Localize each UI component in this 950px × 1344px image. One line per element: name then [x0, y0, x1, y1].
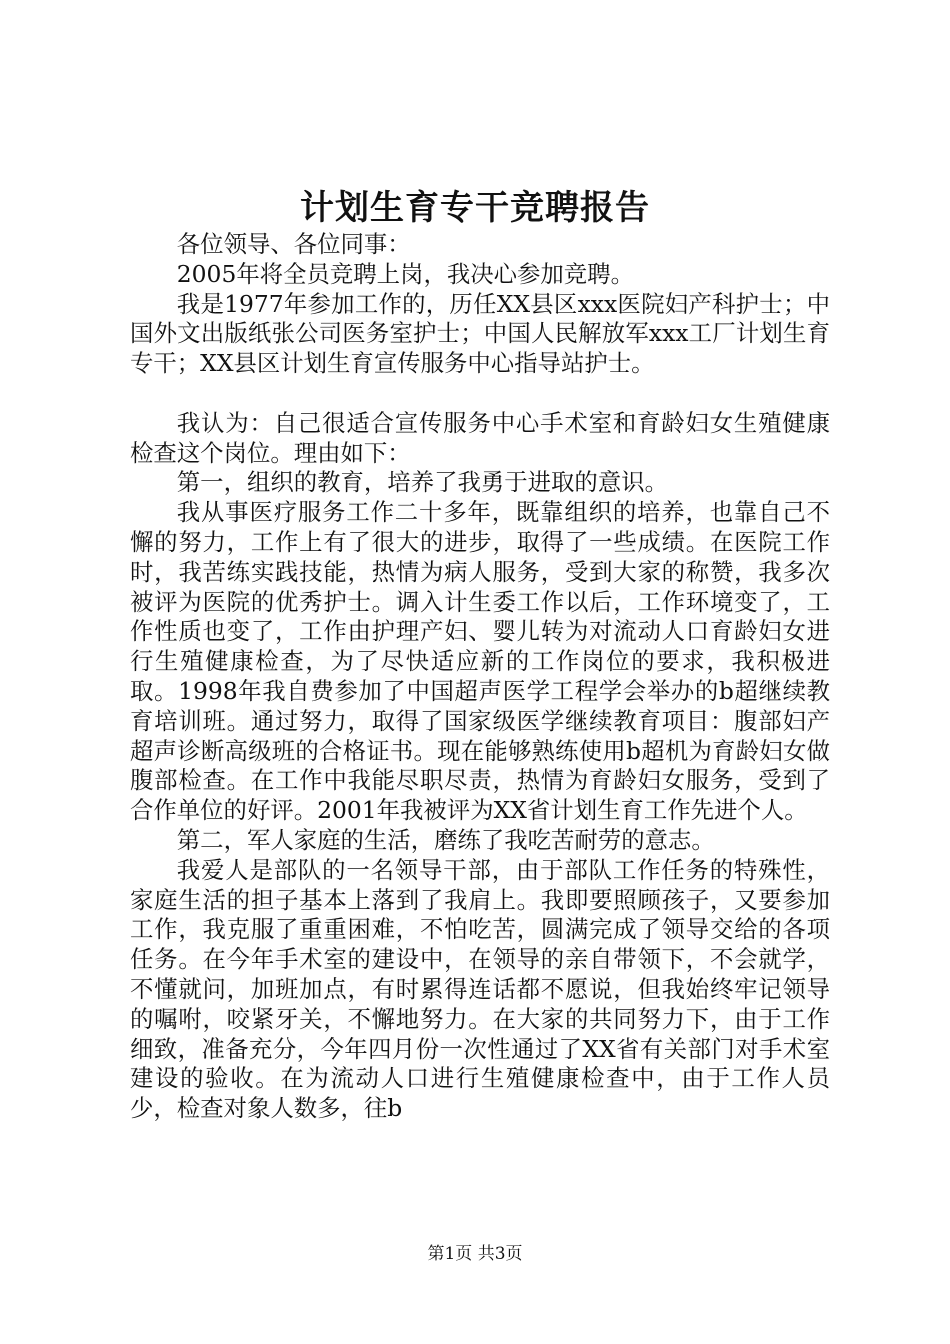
point-two-paragraph: 我爱人是部队的一名领导干部，由于部队工作任务的特殊性，家庭生活的担子基本上落到了我肩上。我即要照顾孩子，又要参加工作，我克服了重重困难，不怕吃苦，圆满完成了领导交给的各项任务。在今年手术室的建设中，在领导的亲自带领下，不会就学，不懂就问，加班加点，有时累得连话都不愿说，但我始终牢记领导的嘱咐，咬紧牙关，不懈地努力。在大家的共同努力下，由于工作细致，准备充分，今年四月份一次性通过了XX省有关部门对手术室建设的验收。在为流动人口进行生殖健康检查中，由于工作人员少，检查对象人数多，往b — [130, 855, 830, 1123]
point-two-heading: 第二，军人家庭的生活，磨练了我吃苦耐劳的意志。 — [176, 825, 715, 854]
salutation-paragraph: 各位领导、各位同事： — [176, 230, 411, 258]
point-one-heading: 第一，组织的教育，培养了我勇于进取的意识。 — [176, 468, 668, 497]
document-title: 计划生育专干竞聘报告 — [300, 188, 650, 228]
page-footer: 第1页 共3页 — [427, 1244, 523, 1264]
point-one-paragraph: 我从事医疗服务工作二十多年，既靠组织的培养，也靠自己不懈的努力，工作上有了很大的进步，取得了一些成绩。在医院工作时，我苦练实践技能，热情为病人服务，受到大家的称赞，我多次被评为医院的优秀护士。调入计生委工作以后，工作环境变了，工作性质也变了，工作由护理产妇、婴儿转为对流动人口育龄妇女进行生殖健康检查，为了尽快适应新的工作岗位的要求，我积极进取。1998年我自费参加了中国超声医学工程学会举办的b超继续教育培训班。通过努力，取得了国家级医学继续教育项目：腹部妇产超声诊断高级班的合格证书。现在能够熟练使用b超机为育龄妇女做腹部检查。在工作中我能尽职尽责，热情为育龄妇女服务，受到了合作单位的好评。2001年我被评为XX省计划生育工作先进个人。 — [130, 498, 830, 825]
blank-line — [130, 379, 830, 409]
suitability-paragraph: 我认为：自己很适合宣传服务中心手术室和育龄妇女生殖健康检查这个岗位。理由如下： — [130, 408, 830, 467]
intro-paragraph: 2005年将全员竞聘上岗，我决心参加竞聘。 — [176, 259, 634, 288]
career-paragraph: 我是1977年参加工作的，历任XX县区xxx医院妇产科护士；中国外文出版纸张公司医务室护士；中国人民解放军xxx工厂计划生育专干；XX县区计划生育宣传服务中心指导站护士。 — [130, 289, 830, 378]
document-body — [130, 230, 830, 1124]
